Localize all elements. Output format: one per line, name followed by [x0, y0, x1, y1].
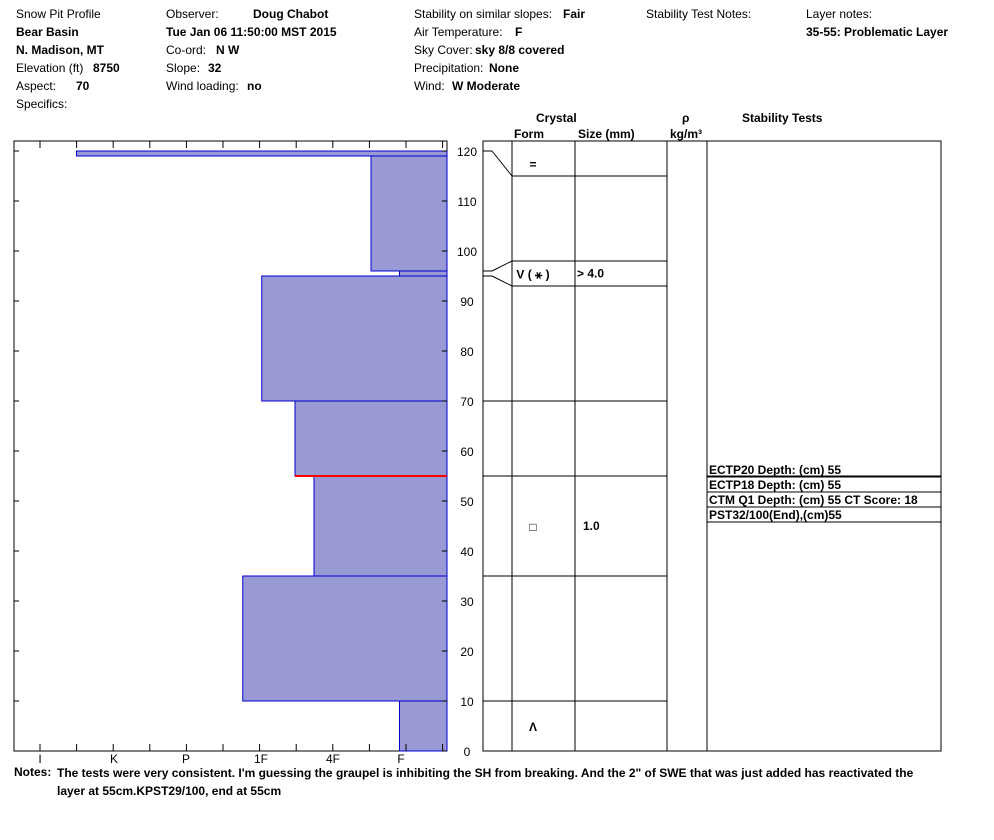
- depth-tick-label: 120: [456, 145, 478, 159]
- depth-tick-label: 90: [460, 295, 474, 309]
- size-heading: Size (mm): [578, 127, 635, 141]
- sky-value: sky 8/8 covered: [475, 43, 565, 57]
- observation-datetime: Tue Jan 06 11:50:00 MST 2015: [166, 25, 337, 39]
- stability-label: Stability on similar slopes:: [414, 7, 553, 21]
- region-name: N. Madison, MT: [16, 43, 104, 57]
- precip-label: Precipitation:: [414, 61, 484, 75]
- depth-tick-label: 60: [460, 445, 474, 459]
- precip-value: None: [489, 61, 519, 75]
- air-temp-label: Air Temperature:: [414, 25, 503, 39]
- crystal-form-symbol: Λ: [528, 720, 538, 734]
- slope-value: 32: [208, 61, 222, 75]
- stability-test-label: CTM Q1 Depth: (cm) 55 CT Score: 18: [709, 493, 918, 507]
- depth-tick-label: 110: [457, 195, 477, 209]
- crystal-form-symbol: V ( ⚹ ): [516, 267, 550, 282]
- hardness-layer: [400, 271, 448, 276]
- depth-tick-label: 20: [460, 645, 474, 659]
- wind-loading-value: no: [247, 79, 262, 93]
- wind-label: Wind:: [414, 79, 445, 93]
- profile-label: Snow Pit Profile: [16, 7, 101, 21]
- connector-line: [492, 151, 512, 176]
- rho-heading: ρ: [682, 111, 690, 125]
- hardness-layer: [295, 401, 447, 476]
- location-name: Bear Basin: [16, 25, 79, 39]
- hardness-layer: [400, 701, 448, 751]
- coord-value: N W: [216, 43, 240, 57]
- connector-line: [492, 261, 512, 271]
- depth-tick-label: 10: [460, 695, 474, 709]
- density-unit-heading: kg/m³: [670, 127, 703, 141]
- hardness-tick-label: K: [109, 752, 119, 766]
- crystal-form-symbol: □: [529, 520, 537, 534]
- table-frame: [483, 141, 941, 751]
- elevation-label: Elevation (ft): [16, 61, 84, 75]
- aspect-value: 70: [76, 79, 90, 93]
- hardness-layer: [371, 156, 447, 271]
- specifics-label: Specifics:: [16, 97, 68, 111]
- elevation-value: 8750: [93, 61, 120, 75]
- stability-test-label: PST32/100(End),(cm)55: [709, 508, 842, 522]
- depth-tick-label: 50: [460, 495, 474, 509]
- notes-label: Notes:: [14, 765, 52, 779]
- hardness-tick-label: P: [181, 752, 191, 766]
- crystal-size-label: > 4.0: [577, 266, 605, 281]
- hardness-layer: [77, 151, 448, 156]
- layer-notes-value: 35-55: Problematic Layer: [806, 25, 949, 39]
- stability-test-label: ECTP18 Depth: (cm) 55: [709, 478, 842, 492]
- hardness-layer: [314, 476, 447, 576]
- sky-label: Sky Cover:: [414, 43, 473, 57]
- depth-tick-label: 30: [460, 595, 474, 609]
- depth-tick-label: 70: [460, 395, 474, 409]
- connector-line: [492, 276, 512, 286]
- crystal-heading: Crystal: [536, 111, 577, 125]
- crystal-form-symbol: =: [529, 157, 537, 172]
- crystal-size-label: 1.0: [583, 519, 600, 533]
- hardness-layer: [262, 276, 447, 401]
- depth-tick-label: 80: [460, 345, 474, 359]
- hardness-tick-label: 4F: [325, 752, 341, 766]
- hardness-tick-label: F: [397, 752, 405, 766]
- slope-label: Slope:: [166, 61, 201, 75]
- depth-tick-label: 40: [460, 545, 474, 559]
- depth-tick-label: 100: [456, 245, 478, 259]
- air-temp-value: F: [515, 25, 523, 39]
- stability-value: Fair: [563, 7, 586, 21]
- notes-text: The tests were very consistent. I'm guessing the graupel is inhibiting the SH from breaking. And the 2" of SWE that was just added has reactivated the layer at 55cm.KPST29/100, end at 55cm: [57, 766, 914, 798]
- observer-value: Doug Chabot: [253, 7, 329, 21]
- form-heading: Form: [514, 127, 544, 141]
- stability-test-notes-label: Stability Test Notes:: [646, 7, 752, 21]
- aspect-label: Aspect:: [16, 79, 57, 93]
- wind-loading-label: Wind loading:: [166, 79, 239, 93]
- hardness-tick-label: 1F: [253, 752, 269, 766]
- depth-tick-label: 0: [463, 745, 471, 759]
- hardness-tick-label: I: [38, 752, 42, 766]
- stability-test-label: ECTP20 Depth: (cm) 55: [709, 463, 842, 477]
- layer-notes-label: Layer notes:: [806, 7, 873, 21]
- observer-label: Observer:: [166, 7, 219, 21]
- wind-value: W Moderate: [452, 79, 521, 93]
- stability-tests-heading: Stability Tests: [742, 111, 823, 125]
- coord-label: Co-ord:: [166, 43, 207, 57]
- hardness-layer: [243, 576, 447, 701]
